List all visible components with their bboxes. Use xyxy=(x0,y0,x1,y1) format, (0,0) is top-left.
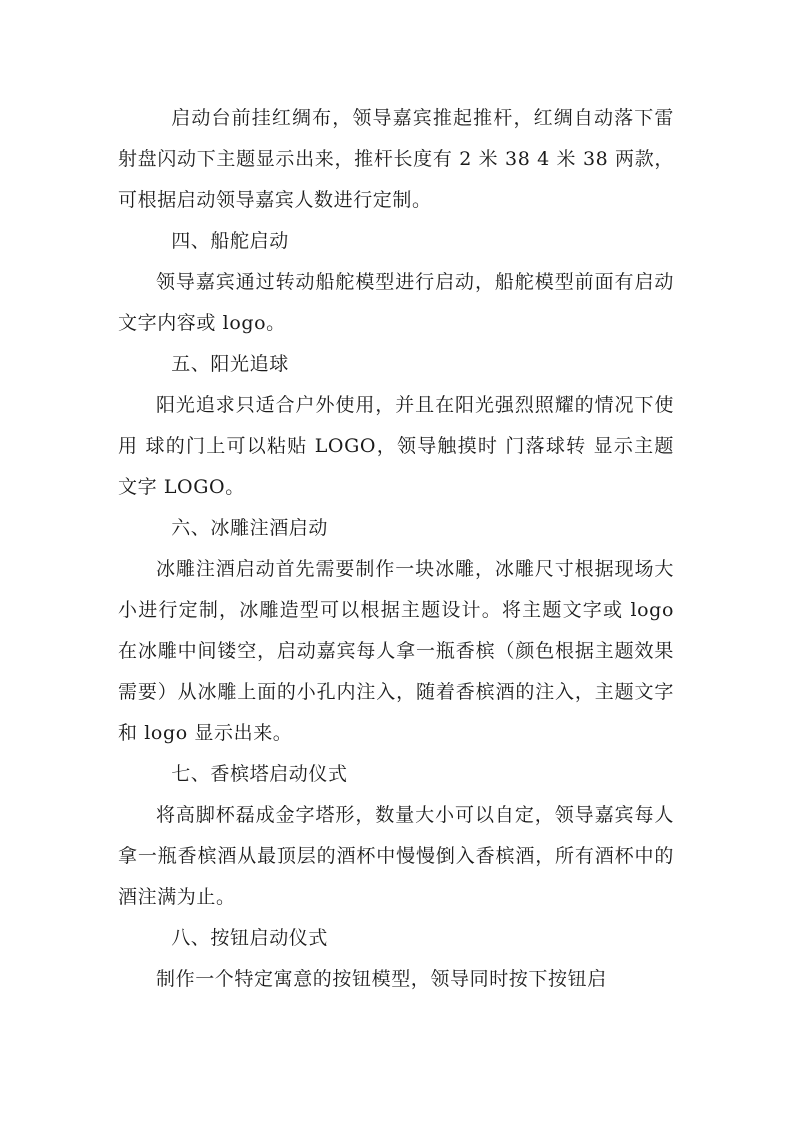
paragraph-intro: 启动台前挂红绸布，领导嘉宾推起推杆，红绸自动落下雷射盘闪动下主题显示出来，推杆长度有 2 米 38 4 米 38 两款，可根据启动领导嘉宾人数进行定制。 xyxy=(118,107,674,211)
section-heading-button: 八、按钮启动仪式 xyxy=(171,927,328,949)
section-heading-ice-sculpture: 六、冰雕注酒启动 xyxy=(171,517,328,539)
section-heading-champagne-tower: 七、香槟塔启动仪式 xyxy=(171,763,348,785)
paragraph-button: 制作一个特定寓意的按钮模型，领导同时按下按钮启 xyxy=(156,968,607,990)
paragraph-champagne-tower: 将高脚杯磊成金字塔形，数量大小可以自定，领导嘉宾每人拿一瓶香槟酒从最顶层的酒杯中慢慢倒入香槟酒，所有酒杯中的酒注满为止。 xyxy=(118,804,674,908)
paragraph-rudder: 领导嘉宾通过转动船舵模型进行启动，船舵模型前面有启动文字内容或 logo。 xyxy=(118,271,674,334)
paragraph-sun-ball: 阳光追求只适合户外使用，并且在阳光强烈照耀的情况下使用 球的门上可以粘贴 LOGO，领导触摸时 门落球转 显示主题文字 LOGO。 xyxy=(118,394,674,498)
section-heading-sun-ball: 五、阳光追球 xyxy=(171,353,289,375)
section-heading-rudder: 四、船舵启动 xyxy=(171,230,289,252)
document-body xyxy=(118,98,674,1000)
paragraph-ice-sculpture: 冰雕注酒启动首先需要制作一块冰雕，冰雕尺寸根据现场大小进行定制，冰雕造型可以根据主题设计。将主题文字或 logo 在冰雕中间镂空，启动嘉宾每人拿一瓶香槟（颜色根据主题效果需要）从冰雕上面的小孔内注入，随着香槟酒的注入，主题文字和 logo 显示出来。 xyxy=(118,558,674,744)
